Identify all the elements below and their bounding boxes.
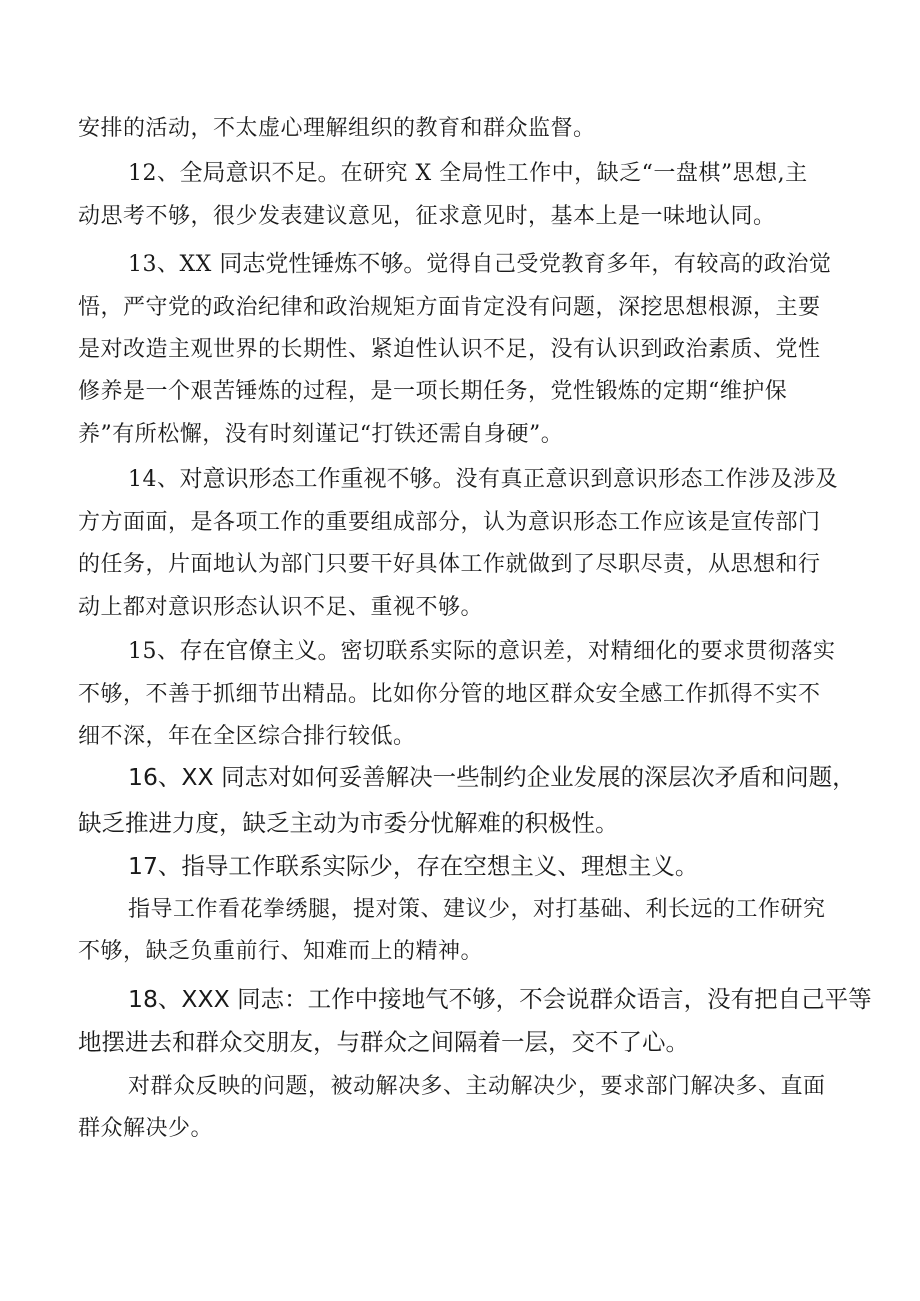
item-13-line-5 xyxy=(78,420,920,450)
paragraph-line xyxy=(78,114,920,144)
item-heading: 全局意识不足。 xyxy=(179,160,341,186)
body-text: 细不深，年在全区综合排行较低。 xyxy=(78,724,416,749)
item-13-line-2 xyxy=(78,293,920,323)
item-15-line-1 xyxy=(128,636,920,667)
item-heading: 缺乏推进力度，缺乏主动为市委分忧解难的积极性。 xyxy=(78,809,619,837)
item-18-body-line-2 xyxy=(78,1114,920,1144)
item-12-line-1 xyxy=(128,158,920,189)
item-18-line-1 xyxy=(128,984,920,1014)
body-text: 的任务，片面地认为部门只要干好具体工作就做到了尽职尽责，从思想和行 xyxy=(78,552,821,577)
item-14-line-2 xyxy=(78,508,920,538)
body-text: 是对改造主观世界的长期性、紧迫性认识不足，没有认识到政治素质、党性 xyxy=(78,337,821,362)
body-text: 动思考不够，很少发表建议意见，征求意见时，基本上是一味地认同。 xyxy=(78,204,776,229)
item-14-line-3 xyxy=(78,550,920,580)
item-17-body-line-1 xyxy=(128,895,920,925)
body-text: 在研究 X 全局性工作中，缺乏“一盘棋”思想,主 xyxy=(340,161,808,186)
body-text: 指导工作看花拳绣腿，提对策、建议少，对打基础、利长远的工作研究 xyxy=(128,897,826,922)
body-text: 修养是一个艰苦锤炼的过程，是一项长期任务，党性锻炼的定期“维护保 xyxy=(78,379,788,404)
item-heading: 地摆进去和群众交朋友，与群众之间隔着一层，交不了心。 xyxy=(78,1028,689,1056)
body-text: 方方面面，是各项工作的重要组成部分，认为意识形态工作应该是宣传部门 xyxy=(78,510,821,535)
item-13-line-4 xyxy=(78,377,920,407)
item-heading: 对意识形态工作重视不够。 xyxy=(179,466,456,492)
item-number: 13、XX xyxy=(128,252,220,277)
item-heading: 16、XX 同志对如何妥善解决一些制约企业发展的深层次矛盾和问题， xyxy=(128,763,856,791)
body-text: 不够，不善于抓细节出精品。比如你分管的地区群众安全感工作抓得不实不 xyxy=(78,682,821,707)
item-18-body-line-1 xyxy=(128,1072,920,1102)
body-text: 没有真正意识到意识形态工作涉及涉及 xyxy=(455,467,839,492)
item-15-line-3 xyxy=(78,722,920,752)
item-18-line-2 xyxy=(78,1027,920,1057)
item-14-line-1 xyxy=(128,464,920,495)
body-text: 密切联系实际的意识差，对精细化的要求贯彻落实 xyxy=(340,639,836,664)
item-14-line-4 xyxy=(78,593,920,623)
item-number: 15、 xyxy=(128,639,180,664)
body-text: 群众解决少。 xyxy=(78,1116,214,1141)
item-heading: 存在官僚主义。 xyxy=(179,638,341,664)
body-text: 安排的活动，不太虚心理解组织的教育和群众监督。 xyxy=(78,116,596,141)
item-17-body-line-2 xyxy=(78,937,920,967)
item-16-line-1 xyxy=(128,762,920,792)
item-heading: 同志党性锤炼不够。 xyxy=(219,251,427,277)
item-13-line-3 xyxy=(78,335,920,365)
body-text: 养”有所松懈，没有时刻谨记“打铁还需自身硬”。 xyxy=(78,422,564,447)
body-text: 悟，严守党的政治纪律和政治规矩方面肯定没有问题，深挖思想根源，主要 xyxy=(78,295,821,320)
item-number: 14、 xyxy=(128,467,180,492)
item-heading: 18、XXX 同志：工作中接地气不够，不会说群众语言，没有把自己平等 xyxy=(128,985,872,1013)
item-13-line-1 xyxy=(128,249,920,280)
item-12-line-2 xyxy=(78,202,920,232)
item-heading: 17、指导工作联系实际少，存在空想主义、理想主义。 xyxy=(128,852,699,880)
body-text: 觉得自己受党教育多年，有较高的政治觉 xyxy=(426,252,832,277)
item-16-line-2 xyxy=(78,808,920,838)
item-number: 12、 xyxy=(128,161,180,186)
item-15-line-2 xyxy=(78,680,920,710)
item-17-line-1 xyxy=(128,851,920,881)
body-text: 动上都对意识形态认识不足、重视不够。 xyxy=(78,595,484,620)
body-text: 不够，缺乏负重前行、知难而上的精神。 xyxy=(78,939,484,964)
body-text: 对群众反映的问题，被动解决多、主动解决少，要求部门解决多、直面 xyxy=(128,1074,826,1099)
